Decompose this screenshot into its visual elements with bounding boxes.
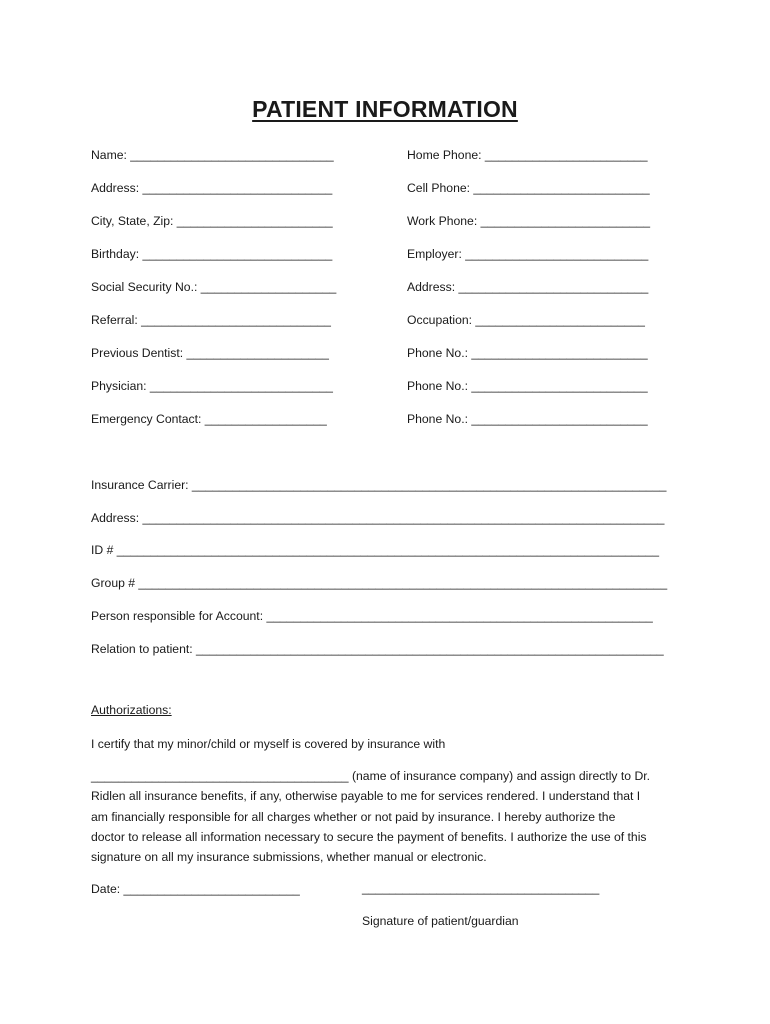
home-phone-field[interactable]: Home Phone: ________________________: [407, 148, 648, 162]
phone-no-field[interactable]: Phone No.: __________________________: [407, 346, 648, 360]
insurance-carrier-field[interactable]: Insurance Carrier: ______________________________________________________________________: [91, 478, 667, 492]
previous-dentist-field[interactable]: Previous Dentist: _____________________: [91, 346, 329, 360]
relation-to-patient-field[interactable]: Relation to patient: _____________________________________________________________________: [91, 642, 664, 656]
employer-field[interactable]: Employer: ___________________________: [407, 247, 649, 261]
insurance-address-field[interactable]: Address: _____________________________________________________________________________: [91, 511, 665, 525]
city-state-zip-field[interactable]: City, State, Zip: _______________________: [91, 214, 333, 228]
authorization-line-5: signature on all my insurance submissions, whether manual or electronic.: [91, 850, 487, 865]
authorization-line-1[interactable]: ______________________________________ (name of insurance company) and assign directly to Dr.: [91, 769, 651, 783]
authorizations-heading: Authorizations:: [91, 703, 172, 717]
emergency-phone-field[interactable]: Phone No.: __________________________: [407, 412, 648, 426]
occupation-field[interactable]: Occupation: _________________________: [407, 313, 645, 327]
insurance-id-field[interactable]: ID # ________________________________________________________________________________: [91, 543, 659, 557]
authorization-line-3: am financially responsible for all charges whether or not paid by insurance. I hereby authorize the: [91, 809, 616, 824]
group-number-field[interactable]: Group # ______________________________________________________________________________: [91, 576, 668, 590]
physician-phone-field[interactable]: Phone No.: __________________________: [407, 379, 648, 393]
authorization-line-2: Ridlen all insurance benefits, if any, otherwise payable to me for services rendered. I understand that I: [91, 789, 641, 804]
signature-label: Signature of patient/guardian: [362, 914, 519, 928]
date-field[interactable]: Date: __________________________: [91, 882, 300, 896]
work-phone-field[interactable]: Work Phone: _________________________: [407, 214, 651, 228]
authorization-paragraph: [91, 766, 691, 867]
address-field[interactable]: Address: ____________________________: [91, 181, 333, 195]
social-security-field[interactable]: Social Security No.: ____________________: [91, 280, 337, 294]
employer-address-field[interactable]: Address: ____________________________: [407, 280, 649, 294]
referral-field[interactable]: Referral: ____________________________: [91, 313, 331, 327]
page-title: PATIENT INFORMATION: [252, 96, 518, 122]
birthday-field[interactable]: Birthday: ____________________________: [91, 247, 333, 261]
physician-field[interactable]: Physician: ___________________________: [91, 379, 333, 393]
cell-phone-field[interactable]: Cell Phone: __________________________: [407, 181, 650, 195]
authorization-intro: I certify that my minor/child or myself is covered by insurance with: [91, 737, 446, 751]
person-responsible-field[interactable]: Person responsible for Account: _________________________________________________________: [91, 609, 653, 623]
authorization-line-4: doctor to release all information necessary to secure the payment of benefits. I authorize the use of this: [91, 829, 647, 844]
signature-field[interactable]: ___________________________________: [362, 881, 600, 895]
name-field[interactable]: Name: ______________________________: [91, 148, 334, 162]
emergency-contact-field[interactable]: Emergency Contact: __________________: [91, 412, 327, 426]
